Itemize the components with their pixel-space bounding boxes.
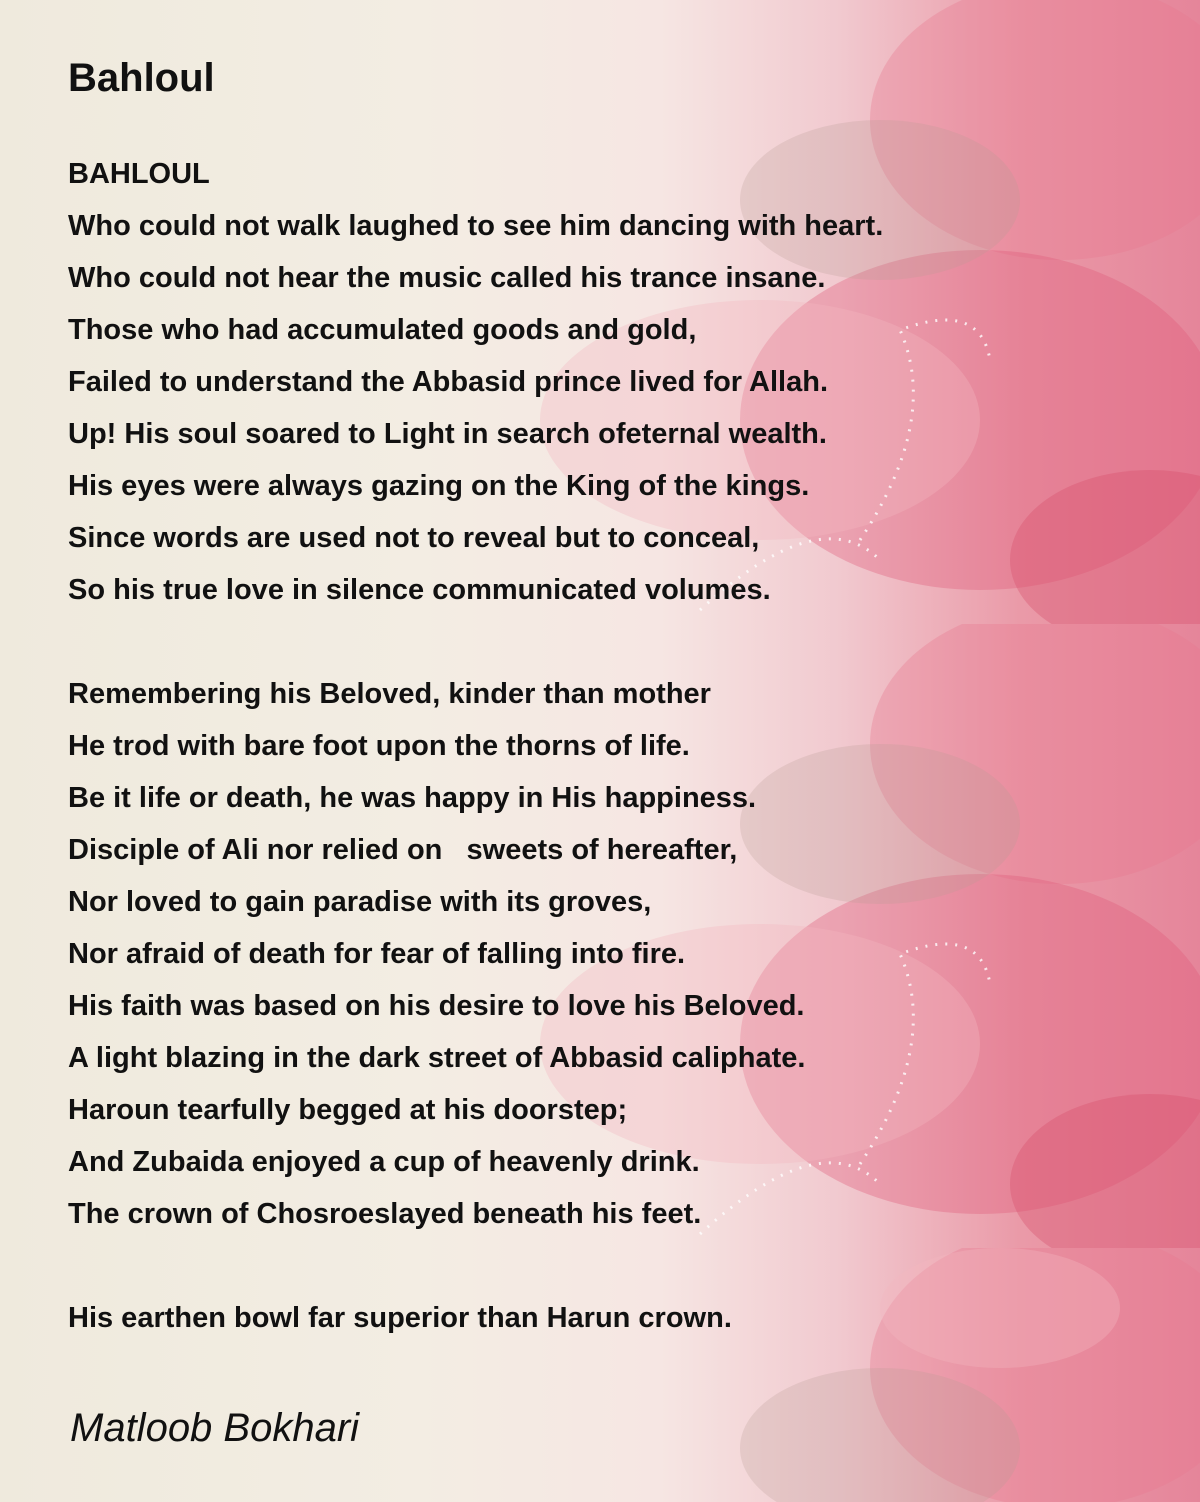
poem-title: Bahloul: [68, 56, 215, 100]
poem-line: His faith was based on his desire to love his Beloved.: [68, 990, 805, 1022]
poem-line: BAHLOUL: [68, 158, 210, 190]
poem-line: Who could not hear the music called his trance insane.: [68, 262, 826, 294]
poem-line: Nor loved to gain paradise with its groves,: [68, 886, 652, 918]
poem-line: And Zubaida enjoyed a cup of heavenly drink.: [68, 1146, 700, 1178]
poem-line: Remembering his Beloved, kinder than mother: [68, 678, 711, 710]
poem-line: So his true love in silence communicated volumes.: [68, 574, 771, 606]
poem-line: Failed to understand the Abbasid prince lived for Allah.: [68, 366, 829, 398]
poem-author: Matloob Bokhari: [70, 1406, 360, 1450]
poem-line: Those who had accumulated goods and gold,: [68, 314, 697, 346]
poem-line: A light blazing in the dark street of Abbasid caliphate.: [68, 1042, 806, 1074]
poem-line: Nor afraid of death for fear of falling into fire.: [68, 938, 686, 970]
poem-line: Haroun tearfully begged at his doorstep;: [68, 1094, 628, 1126]
poem-line: His earthen bowl far superior than Harun crown.: [68, 1302, 732, 1334]
poem-line: Be it life or death, he was happy in His happiness.: [68, 782, 757, 814]
poem-line: Who could not walk laughed to see him dancing with heart.: [68, 210, 884, 242]
poem-line: His eyes were always gazing on the King of the kings.: [68, 470, 810, 502]
poem-line: Disciple of Ali nor relied on sweets of hereafter,: [68, 834, 738, 866]
floral-decoration: [0, 1248, 1200, 1502]
poem-line: Since words are used not to reveal but to conceal,: [68, 522, 760, 554]
background-floral-band-3: [0, 1248, 1200, 1502]
poem-line: The crown of Chosroeslayed beneath his feet.: [68, 1198, 702, 1230]
poem-line: He trod with bare foot upon the thorns of life.: [68, 730, 690, 762]
poem-line: Up! His soul soared to Light in search ofeternal wealth.: [68, 418, 827, 450]
